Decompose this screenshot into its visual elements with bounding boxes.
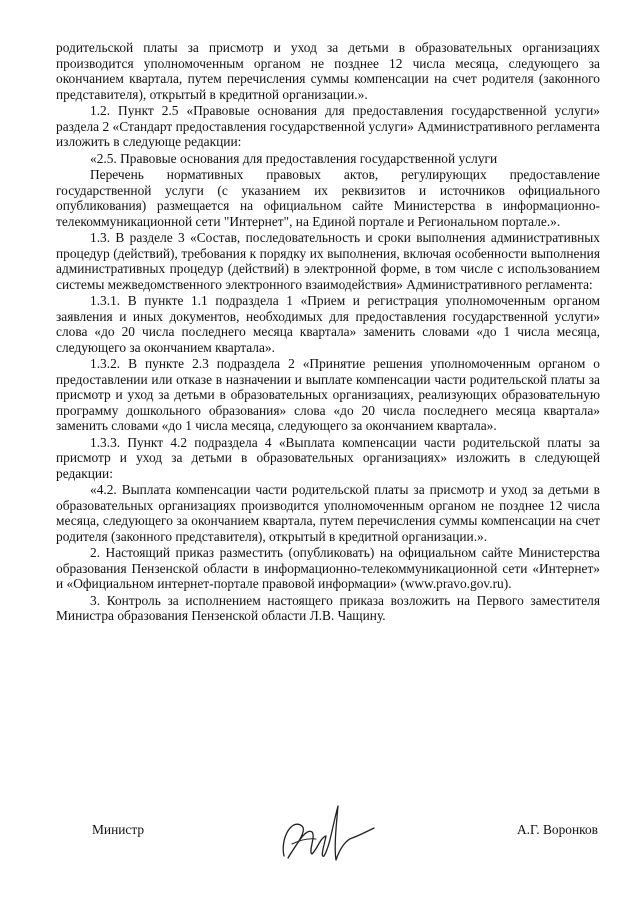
paragraph-4-2: «4.2. Выплата компенсации части родительской платы за присмотр и уход за детьми в образовательных организациях производится уполномоченным органом не позднее 12 числа месяца, следующего за окончанием квартала, путем перечисления суммы компенсации на счет родителя (законного представителя), открытый в кредитной организации.».: [56, 482, 600, 544]
signatory-title: Министр: [92, 822, 145, 837]
paragraph-1-3: 1.3. В разделе 3 «Состав, последовательность и сроки выполнения административных процедур (действий), требования к порядку их выполнения, включая особенности выполнения административных процедур (действий) в электронной форме, в том числе с использованием системы межведомственного электронного взаимодействия» Административного регламента:: [56, 230, 600, 292]
signature-block: [0, 818, 640, 878]
handwritten-signature: [262, 798, 382, 878]
paragraph-1-2: 1.2. Пункт 2.5 «Правовые основания для предоставления государственной услуги» раздела 2 «Стандарт предоставления государственной услуги» Административного регламента изложить в следующе редакции:: [56, 103, 600, 149]
paragraph-2-5-body: Перечень нормативных правовых актов, регулирующих предоставление государственной услуги (с указанием их реквизитов и источников официального опубликования) размещается на официальном сайте Министерства в информационно-телекоммуникационной сети "Интернет", на Единой портале и Региональном портале.».: [56, 167, 600, 229]
signatory-name: А.Г. Воронков: [517, 822, 598, 837]
paragraph-1-3-2: 1.3.2. В пункте 2.3 подраздела 2 «Принятие решения уполномоченным органом о предоставлении или отказе в назначении и выплате компенсации части родительской платы за присмотр и уход за детьми в образовательных организациях, реализующих образовательную программу дошкольного образования» слова «до 20 числа последнего месяца квартала» заменить словами «до 1 числа месяца, следующего за окончанием квартала».: [56, 356, 600, 433]
paragraph-3: 3. Контроль за исполнением настоящего приказа возложить на Первого заместителя Министра образования Пензенской области Л.В. Чащину.: [56, 592, 600, 623]
document-body: [56, 40, 600, 625]
paragraph-1-3-1: 1.3.1. В пункте 1.1 подраздела 1 «Прием и регистрация уполномоченным органом заявления и иных документов, необходимых для предоставления государственной услуги» слова «до 20 числа последнего месяца квартала» заменить словами «до 1 числа месяца, следующего за окончанием квартала».: [56, 293, 600, 355]
paragraph-2: 2. Настоящий приказ разместить (опубликовать) на официальном сайте Министерства образования Пензенской области в информационно-телекоммуникационной сети «Интернет» и «Официальном интернет-портале правовой информации» (www.pravo.gov.ru).: [56, 545, 600, 591]
paragraph-continuation: родительской платы за присмотр и уход за детьми в образовательных организациях производится уполномоченным органом не позднее 12 числа месяца, следующего за окончанием квартала, путем перечисления суммы компенсации на счет родителя (законного представителя), открытый в кредитной организации.».: [56, 40, 600, 102]
paragraph-2-5-heading: «2.5. Правовые основания для предоставления государственной услуги: [90, 150, 498, 166]
paragraph-1-3-3: 1.3.3. Пункт 4.2 подраздела 4 «Выплата компенсации части родительской платы за присмотр и уход за детьми в образовательных организациях» изложить в следующей редакции:: [56, 434, 600, 481]
